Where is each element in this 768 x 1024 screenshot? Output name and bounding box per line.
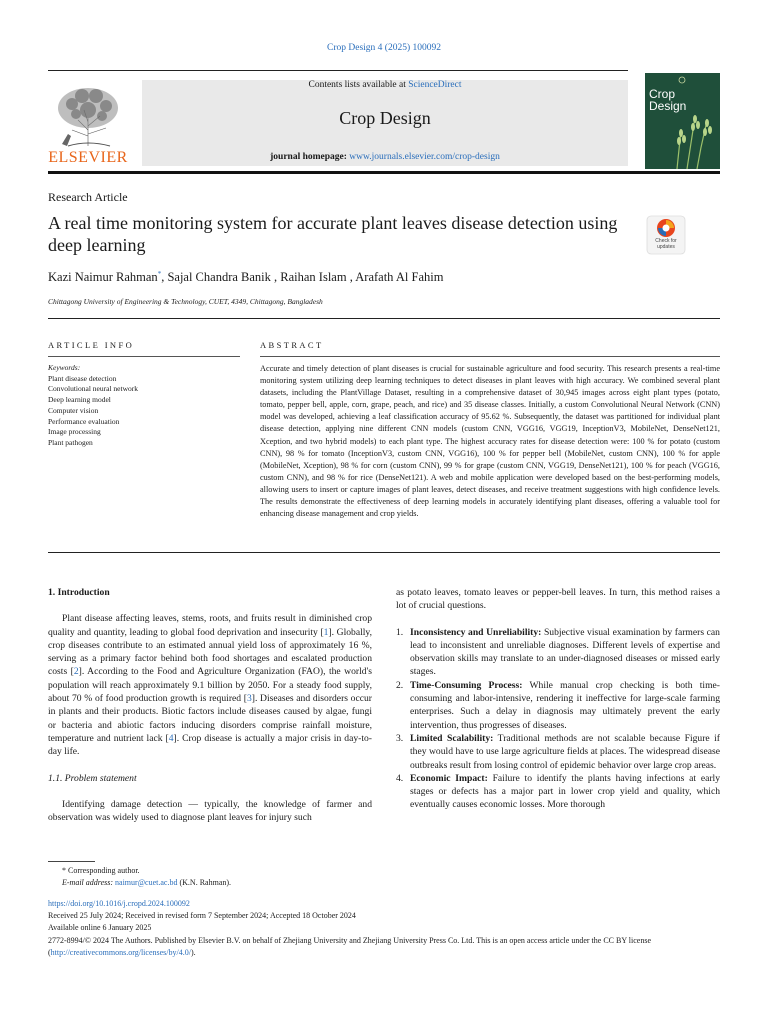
publisher-wordmark: ELSEVIER xyxy=(48,149,128,166)
list-number: 4. xyxy=(396,772,404,784)
received-dates: Received 25 July 2024; Received in revised form 7 September 2024; Accepted 18 October 2024 xyxy=(48,911,356,921)
check-for-updates-label xyxy=(644,238,688,250)
corresponding-author-mark[interactable]: * xyxy=(157,270,162,278)
introduction-paragraph xyxy=(48,612,372,758)
license-statement xyxy=(48,935,720,959)
list-number: 2. xyxy=(396,679,404,691)
license-suffix: ). xyxy=(190,947,196,957)
article-info-heading: ARTICLE INFO xyxy=(48,340,135,350)
keywords-block xyxy=(48,363,240,449)
list-item xyxy=(396,732,720,772)
journal-homepage-line xyxy=(142,152,628,162)
author-separator: , xyxy=(270,270,281,285)
author-name[interactable]: Arafath Al Fahim xyxy=(355,270,444,285)
header-bottom-rule xyxy=(48,171,720,174)
cover-title-line1: Crop xyxy=(649,87,676,101)
problem-statement-paragraph: Identifying damage detection — typically, the knowledge of farmer and observation was widely used to diagnose plant leaves for injury such xyxy=(48,798,372,824)
article-type: Research Article xyxy=(48,190,128,204)
continued-paragraph: as potato leaves, tomato leaves or pepper-bell leaves. In turn, this method raises a lot of crucial questions. xyxy=(396,587,720,612)
list-item-title: Time-Consuming Process: xyxy=(410,679,523,691)
author-name[interactable]: Raihan Islam xyxy=(280,270,347,285)
doi-link[interactable]: https://doi.org/10.1016/j.cropd.2024.100092 xyxy=(48,899,190,908)
keyword-item: Image processing xyxy=(48,427,101,437)
check-updates-line2: updates xyxy=(657,244,675,250)
abstract-heading: ABSTRACT xyxy=(260,340,324,350)
list-number: 1. xyxy=(396,626,404,638)
intro-text: ]. According to the Food and Agriculture Organization (FAO), the world's population will reach approximately 9.1 billion by 2050. For a steady food supply, about 70 % of food production growth is required [ xyxy=(48,666,372,705)
author-separator: , xyxy=(161,270,168,285)
abstract-text: Accurate and timely detection of plant diseases is crucial for sustainable agriculture and food security. This research presents a real-time monitoring system utilizing deep learning techniques to detect diseases in plant leaves with high accuracy. We combined several plant datasets, including the PlantVillage Dataset, resulting in a comprehensive dataset of 30,945 images across eight plant types (potato, tomato, pepper bell, apple, corn, grape, peach, and rice) and 35 disease classes. Initially, a custom Convolutional Neural Network (CNN) model was developed, achieving a leaf classification accuracy of 95.62 %. Subsequently, the dataset was partitioned for individual plant disease detection, applying nine different CNN models (custom CNN, VGG16, VGG19, InceptionV3, MobileNet, DenseNet121, Xception, and two hybrid models) to each plant type. The highest accuracy rates for disease detection were: 100 % for potato (custom CNN), 98 % for tomato (InceptionV3, custom CNN, VGG16), 100 % for pepper bell (MobileNet, custom CNN), 100 % for apple (MobileNet, Xception), 98 % for corn (custom CNN), 99 % for grape (custom CNN, VGG19, DenseNet121), 100 % for peach (VGG16, custom CNN), and 98 % for rice (DenseNet121). A web and mobile application were developed based on the best-performing models, allowing users to insert or capture images of plant leaves, detect diseases, and receive treatment suggestions with high confidence levels. The results demonstrate the effectiveness of deep learning models in accurately identifying plant diseases, offering a valuable tool for enhancing disease management and crop yields. xyxy=(260,364,720,519)
license-link[interactable]: http://creativecommons.org/licenses/by/4.0/ xyxy=(50,947,191,957)
intro-text: ]. Globally, crop diseases contribute to an estimated annual yield loss of approximately 16 %, serving as a primary factor behind both food shortages and escalated production costs [ xyxy=(48,626,372,678)
list-number: 3. xyxy=(396,732,404,744)
list-item xyxy=(396,679,720,732)
keyword-item: Plant pathogen xyxy=(48,437,93,447)
email-suffix: (K.N. Rahman). xyxy=(177,878,232,888)
introduction-heading: 1. Introduction xyxy=(48,587,110,598)
keyword-item: Plant disease detection xyxy=(48,373,117,383)
list-item-text: Traditional methods are not scalable because Figure if they would have to use large agriculture fields at places. The widespread disease outbreaks result from losing control of epidemic behavior over large crop areas. xyxy=(410,732,720,771)
publication-info xyxy=(48,898,720,959)
body-column-left xyxy=(48,586,372,824)
keyword-item: Computer vision xyxy=(48,405,99,415)
abstract-rule xyxy=(260,356,720,357)
reference-link[interactable]: 4 xyxy=(168,732,174,744)
license-text: 2772-8994/© 2024 The Authors. Published by Elsevier B.V. on behalf of Zhejiang University and Zhejiang University Press Co. Ltd. This is an open access article under the CC BY license ( xyxy=(48,935,652,957)
reference-link[interactable]: 2 xyxy=(73,666,79,678)
footnote-rule xyxy=(48,861,95,862)
article-head-rule xyxy=(48,318,720,319)
problem-statement-heading: 1.1. Problem statement xyxy=(48,772,137,784)
homepage-label: journal homepage: xyxy=(270,152,347,162)
header-top-rule xyxy=(48,70,628,71)
intro-text: Plant disease affecting leaves, stems, roots, and fruits result in diminished crop quality and quantity, leading to global food deprivation and insecurity [ xyxy=(48,613,372,638)
intro-text: ]. Crop disease is actually a major crisis in day-to-day life. xyxy=(48,732,372,758)
corresponding-text: Corresponding author. xyxy=(68,866,140,875)
email-link[interactable]: naimur@cuet.ac.bd xyxy=(115,878,178,888)
corresponding-mark: * xyxy=(62,866,66,875)
list-item xyxy=(396,772,720,812)
author-affiliation: Chittagong University of Engineering & Technology, CUET, 4349, Chittagong, Bangladesh xyxy=(48,297,323,306)
corresponding-author-note xyxy=(48,865,720,877)
article-title: A real time monitoring system for accurate plant leaves disease detection using deep learning xyxy=(48,213,618,255)
list-item-text: Failure to identify the plants having infections at early stages or defects has a major part in lower crop yield and quality, which eventually causes economic losses. More thorough xyxy=(410,772,720,811)
contents-line xyxy=(142,80,628,90)
reference-link[interactable]: 1 xyxy=(323,626,329,638)
email-note xyxy=(48,877,720,889)
intro-text: ]. Diseases and disorders occur in plants and their products. Biotic factors include diseases caused by algae, fungi or bacteria and abiotic factors inducing disorders comprise rainfall moisture, temperature and nutrient lack [ xyxy=(48,693,372,744)
journal-title: Crop Design xyxy=(339,108,431,128)
list-item-title: Limited Scalability: xyxy=(410,732,494,744)
author-name[interactable]: Kazi Naimur Rahman xyxy=(48,270,158,285)
footnotes xyxy=(48,865,720,889)
keyword-item: Convolutional neural network xyxy=(48,384,138,394)
author-name[interactable]: Sajal Chandra Banik xyxy=(167,270,271,285)
list-item xyxy=(396,626,720,679)
cover-title xyxy=(649,88,719,112)
email-label: E-mail address: xyxy=(62,878,114,888)
keyword-item: Performance evaluation xyxy=(48,416,120,426)
problem-list xyxy=(396,626,720,812)
available-online-date: Available online 6 January 2025 xyxy=(48,923,152,933)
author-list xyxy=(48,270,443,285)
abstract-bottom-rule xyxy=(48,552,720,553)
author-separator: , xyxy=(346,270,356,285)
list-item-title: Inconsistency and Unreliability: xyxy=(410,626,542,638)
contents-prefix: Contents lists available at xyxy=(308,80,406,90)
homepage-link[interactable]: www.journals.elsevier.com/crop-design xyxy=(349,152,500,162)
sciencedirect-link[interactable]: ScienceDirect xyxy=(408,80,462,90)
keywords-label: Keywords: xyxy=(48,363,81,372)
body-column-right xyxy=(396,586,720,812)
journal-citation-link[interactable]: Crop Design 4 (2025) 100092 xyxy=(327,43,441,53)
list-item-text: Subjective visual examination by farmers can lead to inconsistent and unreliable diagnoses. Different levels of expertise and observation skills may translate to an under-diagnosed diseases or missed early stages. xyxy=(410,626,720,678)
journal-cover-image xyxy=(645,73,720,169)
list-item-text: While manual crop checking is both time-consuming and labor-intensive, rendering it ineffective for large-scale farming enterprises. Such a delay in diagnosis may ultimately prevent the early intervention, thus progresses of diseases. xyxy=(410,679,720,731)
check-updates-line1: Check for xyxy=(655,238,677,244)
article-info-rule xyxy=(48,356,240,357)
list-item-title: Economic Impact: xyxy=(410,772,488,784)
reference-link[interactable]: 3 xyxy=(246,693,252,705)
keyword-item: Deep learning model xyxy=(48,395,111,405)
cover-title-line2: Design xyxy=(649,99,687,113)
